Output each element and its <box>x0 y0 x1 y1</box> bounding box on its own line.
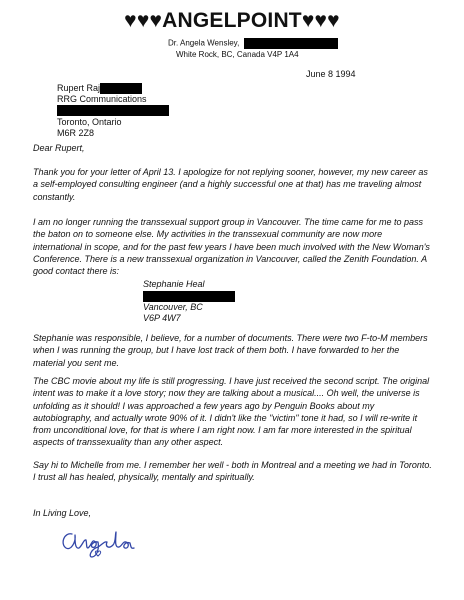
letterhead-line-1 <box>168 38 338 49</box>
contact-block <box>143 279 235 325</box>
closing: In Living Love, <box>33 508 92 518</box>
recipient-name-line <box>57 83 169 94</box>
contact-postal: V6P 4W7 <box>143 313 181 323</box>
paragraph-1: Thank you for your letter of April 13. I apologize for not replying sooner, however, my new career as a self-employed consulting engineer (and a highly successful one at that) has me traveling almost constantly. <box>33 167 428 202</box>
contact-name: Stephanie Heal <box>143 279 205 289</box>
paragraph-3: Stephanie was responsible, I believe, for a number of documents. There were two F-to-M members when I was running the group, but I have lost track of them both. I have forwarded to her the material you sent me. <box>33 333 428 368</box>
redaction-bar <box>244 38 338 49</box>
paragraph-2: I am no longer running the transsexual support group in Vancouver. The time came for me to pass the baton on to someone else. My activities in the transsexual community are now more international in scope, and for the past few years I have been much involved with the New Woman's Conference. There is a new transsexual organization in Vancouver, called the Zenith Foundation. A good contact there is: <box>33 217 430 277</box>
recipient-city: Toronto, Ontario <box>57 117 122 128</box>
signature-image <box>58 522 158 560</box>
letterhead-brand: ♥♥♥ANGELPOINT♥♥♥ <box>124 9 340 32</box>
redaction-bar <box>143 291 235 302</box>
letterhead-line-2: White Rock, BC, Canada V4P 1A4 <box>176 50 299 59</box>
recipient-org: RRG Communications <box>57 94 147 105</box>
recipient-postal: M6R 2Z8 <box>57 128 95 139</box>
redaction-bar <box>57 105 169 116</box>
paragraph-5: Say hi to Michelle from me. I remember her well - both in Montreal and a meeting we had in Toronto. I trust all has healed, physically, mentally and spiritually. <box>33 460 432 483</box>
paragraph-4: The CBC movie about my life is still progressing. I have just received the second script. The original intent was to make it a love story; now they are talking about a musical.... Oh well, the universe is unfolding as it should! I was approached a few years ago by Penguin Books about my autobiography, and actually wrote 90% of it. I didn't like the "victim" tone it had, so I will re-write it from unconditional love, for that is where I am right now. I am far more interested in the spiritual aspects of transsexuality than any other aspect. <box>33 376 430 448</box>
redaction-bar <box>100 83 142 94</box>
salutation: Dear Rupert, <box>33 143 85 153</box>
recipient-address <box>57 83 169 139</box>
letter-date: June 8 1994 <box>306 69 356 79</box>
letterhead-name: Dr. Angela Wensley, <box>168 38 240 48</box>
contact-city: Vancouver, BC <box>143 301 203 312</box>
recipient-name: Rupert Raj <box>57 83 101 93</box>
